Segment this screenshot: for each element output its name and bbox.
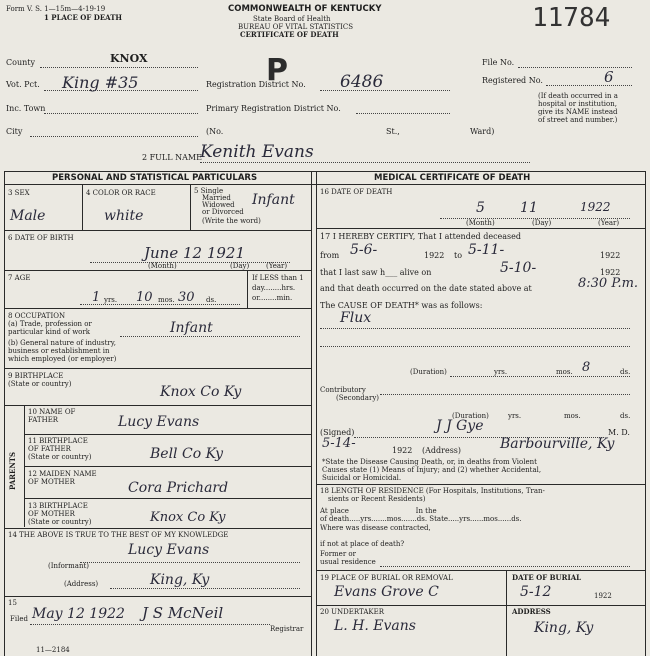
informant-label: (Informant) (48, 562, 90, 570)
occupation-label-6: which employed (or employer) (8, 355, 117, 363)
occupation-label-5: business or establishment in (8, 347, 110, 355)
burial-place-label: 19 PLACE OF BURIAL OR REMOVAL (320, 574, 453, 582)
hospital-note-1: (If death occurred in a (538, 92, 618, 100)
father-name-label-2: FATHER (28, 416, 59, 424)
stamp-letter: P (266, 53, 288, 88)
place-of-death-label: 1 PLACE OF DEATH (44, 13, 123, 22)
informant-statement: 14 THE ABOVE IS TRUE TO THE BEST OF MY KNOWLEDGE (8, 531, 229, 539)
residence-label-7: Former or (320, 550, 356, 558)
violent-note-1: *State the Disease Causing Death, or, in deaths from Violent (322, 458, 537, 466)
from-label: from (320, 251, 340, 260)
undertaker-address-label: ADDRESS (512, 607, 551, 616)
birthplace-label-2: (State or country) (8, 380, 72, 388)
registrar-signature: J S McNeil (142, 604, 224, 622)
ward-label: Ward) (470, 127, 495, 136)
last-saw-value: 5-10- (500, 260, 537, 276)
to-label: to (454, 251, 463, 260)
death-year-label: (Year) (598, 219, 620, 227)
occupation-value: Infant (170, 320, 213, 336)
age-label: 7 AGE (8, 274, 31, 282)
burial-date-label: DATE OF BURIAL (512, 573, 582, 582)
duration-label: (Duration) (410, 368, 447, 376)
marital-label-2: Married (202, 194, 231, 202)
mother-birthplace-label-3: (State or country) (28, 518, 92, 526)
informant-address-value: King, Ky (150, 572, 210, 588)
registrar-label: Registrar (270, 625, 304, 633)
certify-statement: 17 I HEREBY CERTIFY, That I attended deceased (320, 232, 522, 241)
county-label: County (6, 58, 35, 67)
to-year: 1922 (600, 251, 621, 260)
occupation-label-2: (a) Trade, profession or (8, 320, 92, 328)
marital-label-1: 5 Single (194, 187, 224, 195)
certificate-title: CERTIFICATE OF DEATH (240, 30, 339, 39)
residence-label-8: usual residence (320, 558, 376, 566)
death-time-value: 8:30 P.m. (578, 276, 639, 291)
sex-label: 3 SEX (8, 189, 30, 197)
contributory-label: Contributory (320, 386, 366, 394)
violent-note-3: Suicidal or Homicidal. (322, 474, 402, 482)
contributory-mos-label: mos. (564, 412, 581, 420)
less-than-line-1: If LESS than 1 (252, 274, 304, 282)
registration-district-label: Registration District No. (206, 80, 306, 89)
less-than-line-3: or........min. (252, 294, 293, 302)
duration-mos-label: mos. (556, 368, 573, 376)
mother-birthplace-label-1: 13 BIRTHPLACE (28, 502, 88, 510)
certificate-number: 11784 (532, 3, 611, 33)
age-days-value: 30 (178, 290, 195, 305)
undertaker-address-value: King, Ky (534, 620, 594, 636)
physician-signature: J J Gye (436, 418, 484, 434)
undertaker-value: L. H. Evans (334, 618, 416, 634)
city-label: City (6, 127, 23, 136)
violent-note-2: Causes state (1) Means of Injury; and (2) whether Accidental, (322, 466, 542, 474)
board-title: State Board of Health (253, 15, 331, 23)
residence-label-3: At place In the (320, 507, 437, 515)
residence-label-6: if not at place of death? (320, 540, 405, 548)
death-day-label: (Day) (532, 219, 552, 227)
age-years-value: 1 (92, 290, 101, 305)
death-occurred-label: and that death occurred on the date stated above at (320, 284, 532, 293)
to-value: 5-11- (468, 242, 505, 258)
color-label: 4 COLOR OR RACE (86, 189, 156, 197)
age-months-value: 10 (136, 290, 153, 305)
mother-birthplace-label-2: OF MOTHER (28, 510, 75, 518)
informant-value: Lucy Evans (128, 542, 210, 558)
marital-label-3: Widowed (202, 201, 235, 209)
full-name-label: 2 FULL NAME (142, 153, 202, 162)
full-name-value: Kenith Evans (200, 142, 314, 162)
signed-year: 1922 (392, 446, 413, 455)
physician-address-label: (Address) (422, 446, 462, 455)
street-number-label: (No. (206, 127, 224, 136)
voting-precinct-label: Vot. Pct. (6, 80, 40, 89)
bureau-title: BUREAU OF VITAL STATISTICS (238, 23, 354, 31)
residence-label-1: 18 LENGTH OF RESIDENCE (For Hospitals, Institutions, Tran- (320, 487, 545, 495)
dob-year-label: (Year) (266, 262, 288, 270)
md-label: M. D. (608, 428, 630, 437)
dob-month-label: (Month) (148, 262, 177, 270)
street-label: St., (386, 127, 400, 136)
hospital-note-3: give its NAME instead (538, 108, 618, 116)
cause-of-death-label: The CAUSE OF DEATH* was as follows: (320, 301, 483, 310)
inc-town-label: Inc. Town (6, 104, 46, 113)
undertaker-label: 20 UNDERTAKER (320, 608, 384, 616)
registered-number-label: Registered No. (482, 76, 543, 85)
date-of-death-label: 16 DATE OF DEATH (320, 188, 393, 196)
from-year: 1922 (424, 251, 445, 260)
mother-name-value: Cora Prichard (128, 480, 229, 496)
mother-birthplace-value: Knox Co Ky (150, 510, 226, 525)
file-number-label: File No. (482, 58, 515, 67)
occupation-label-1: 8 OCCUPATION (8, 312, 66, 320)
father-name-value: Lucy Evans (118, 414, 200, 430)
primary-district-label: Primary Registration District No. (206, 104, 341, 113)
father-birthplace-label-2: OF FATHER (28, 445, 71, 453)
duration-days-value: 8 (582, 360, 591, 375)
hospital-note-4: of street and number.) (538, 116, 618, 124)
hospital-note-2: hospital or institution, (538, 100, 617, 108)
father-name-label-1: 10 NAME OF (28, 408, 76, 416)
personal-section-title: PERSONAL AND STATISTICAL PARTICULARS (52, 173, 258, 183)
registration-district-value: 6486 (340, 72, 384, 92)
from-value: 5-6- (350, 242, 378, 258)
burial-place-value: Evans Grove C (334, 584, 439, 600)
voting-precinct-value: King #35 (62, 73, 139, 92)
contributory-ds-label: ds. (620, 412, 631, 420)
physician-address-value: Barbourville, Ky (500, 436, 615, 452)
dob-value: June 12 1921 (144, 244, 246, 262)
sex-value: Male (10, 208, 46, 224)
age-months-label: mos. (158, 296, 175, 304)
duration-yrs-label: yrs. (494, 368, 508, 376)
age-years-label: yrs. (104, 296, 118, 304)
color-value: white (104, 208, 144, 224)
filed-date-value: May 12 1922 (32, 606, 125, 622)
marital-value: Infant (252, 192, 295, 208)
residence-label-2: sients or Recent Residents) (328, 495, 426, 503)
medical-section-title: MEDICAL CERTIFICATE OF DEATH (374, 173, 531, 183)
residence-label-5: Where was disease contracted, (320, 524, 431, 532)
mother-name-label-1: 12 MAIDEN NAME (28, 470, 97, 478)
less-than-line-2: day........hrs. (252, 284, 296, 292)
dob-label: 6 DATE OF BIRTH (8, 234, 74, 242)
marital-label-5: (Write the word) (202, 217, 261, 225)
father-birthplace-label-1: 11 BIRTHPLACE (28, 437, 88, 445)
mother-name-label-2: OF MOTHER (28, 478, 75, 486)
cause-of-death-value: Flux (340, 310, 372, 326)
occupation-label-4: (b) General nature of industry, (8, 339, 117, 347)
contributory-secondary-label: (Secondary) (336, 394, 379, 402)
death-day-value: 11 (520, 200, 538, 216)
county-value: KNOX (110, 52, 148, 65)
birthplace-value: Knox Co Ky (160, 384, 242, 400)
residence-label-4: of death.....yrs.......mos.......ds. State.....yrs......mos......ds. (320, 515, 522, 523)
father-birthplace-value: Bell Co Ky (150, 446, 224, 462)
marital-label-4: or Divorced (202, 208, 244, 216)
form-footer: 11—2184 (36, 646, 70, 654)
birthplace-label-1: 9 BIRTHPLACE (8, 372, 64, 380)
death-month-label: (Month) (466, 219, 495, 227)
occupation-label-3: particular kind of work (8, 328, 90, 336)
filed-label: Filed (10, 615, 28, 623)
death-month-value: 5 (476, 200, 485, 216)
death-year-value: 1922 (580, 200, 611, 214)
father-birthplace-label-3: (State or country) (28, 453, 92, 461)
duration-ds-label: ds. (620, 368, 631, 376)
informant-address-label: (Address) (64, 580, 99, 588)
dob-day-label: (Day) (230, 262, 250, 270)
registered-number-value: 6 (604, 68, 614, 86)
last-saw-label: that I last saw h___ alive on (320, 268, 432, 277)
signed-label: (Signed) (320, 428, 355, 437)
contributory-yrs-label: yrs. (508, 412, 522, 420)
signed-date: 5-14- (322, 436, 356, 451)
last-saw-year: 1922 (600, 268, 621, 277)
form-number: Form V. S. 1—15m—4-19-19 (6, 5, 106, 13)
burial-year: 1922 (594, 592, 612, 600)
contributory-duration-label: (Duration) (452, 412, 489, 420)
burial-date-value: 5-12 (520, 584, 552, 600)
commonwealth-title: COMMONWEALTH OF KENTUCKY (228, 4, 382, 14)
filed-number: 15 (8, 599, 17, 607)
parents-label: PARENTS (8, 451, 17, 490)
age-days-label: ds. (206, 296, 217, 304)
